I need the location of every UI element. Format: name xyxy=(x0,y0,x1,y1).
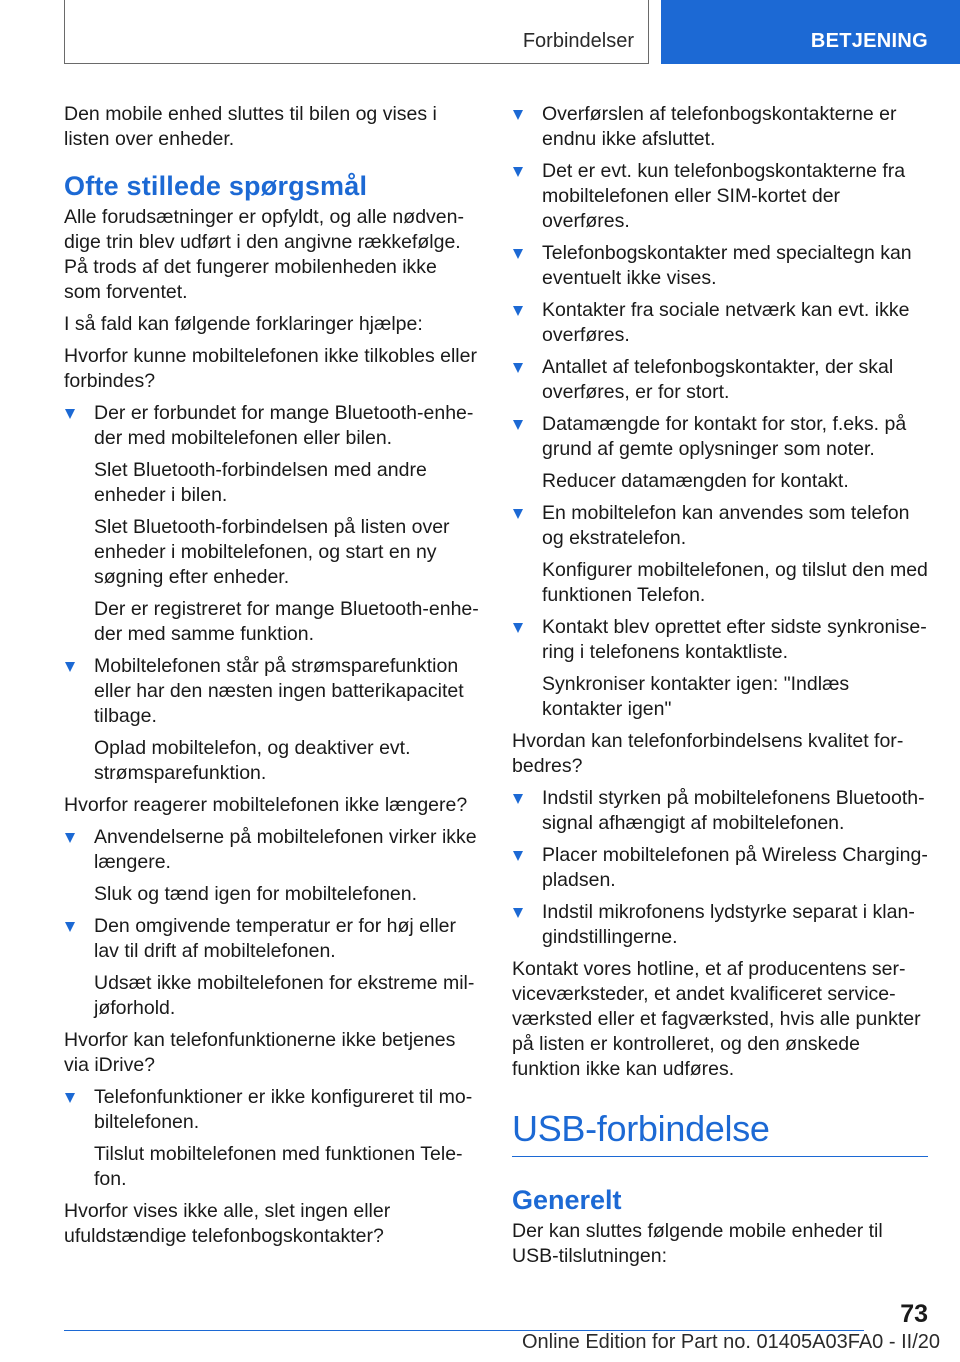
faq-heading: Ofte stillede spørgsmål xyxy=(64,171,368,201)
solution-text: Tilslut mobiltelefonen med funktionen Telefon. xyxy=(94,1143,463,1190)
bullet-item: Den omgivende temperatur er for høj eller lav til drift af mobiltelefonen. xyxy=(64,914,479,964)
right-column xyxy=(512,102,928,1276)
bullet-item: Placer mobiltelefonen på Wireless Charging-pladsen. xyxy=(512,843,928,893)
bullet-item: Telefonfunktioner er ikke konfigureret til mobiltelefonen. xyxy=(64,1085,479,1135)
footer-edition: Online Edition for Part no. 01405A03FA0 - II/20 xyxy=(518,1331,940,1354)
bullet-item: Kontakter fra sociale netværk kan evt. ikke overføres. xyxy=(512,298,928,348)
intro-paragraph: Den mobile enhed sluttes til bilen og vises i listen over enheder. xyxy=(64,103,437,150)
solution-text: Reducer datamængden for kontakt. xyxy=(542,470,849,492)
usb-intro: Der kan sluttes følgende mobile enheder til USB-tilslutningen: xyxy=(512,1220,883,1267)
solution-text: Slet Bluetooth-forbindelsen på listen over enheder i mobiltelefonen, og start en ny søgning efter enheder. xyxy=(94,516,450,588)
bullet-item: Overførslen af telefonbogskontakterne er endnu ikke afsluttet. xyxy=(512,102,928,152)
bullet-item: Kontakt blev oprettet efter sidste synkronisering i telefonens kontaktliste. xyxy=(512,615,928,665)
bullet-item: Det er evt. kun telefonbogskontakterne fra mobiltelefonen eller SIM-kortet der overføres. xyxy=(512,159,928,234)
question-2: Hvorfor reagerer mobiltelefonen ikke længere? xyxy=(64,794,468,816)
solution-text: Konfigurer mobiltelefonen, og tilslut den med funktionen Telefon. xyxy=(542,559,928,606)
bullet-item: Mobiltelefonen står på strømsparefunktion eller har den næsten ingen batterikapacitet tilbage. xyxy=(64,654,479,729)
solution-text: Sluk og tænd igen for mobiltelefonen. xyxy=(94,883,418,905)
bullet-item: Telefonbogskontakter med specialtegn kan eventuelt ikke vises. xyxy=(512,241,928,291)
header-chapter-title: BETJENING xyxy=(810,30,928,52)
header-section-title: Forbindelser xyxy=(522,30,634,52)
header-chapter-tab xyxy=(661,0,960,64)
contact-paragraph: Kontakt vores hotline, et af producentens serviceværksteder, et andet kvalificeret serviceværksted eller et fagværksted, hvis alle punkter på listen er kontrolleret, og den ønskede funktion ikke kan udføres. xyxy=(512,958,921,1080)
general-heading: Generelt xyxy=(512,1185,622,1215)
bullet-item: Indstil styrken på mobiltelefonens Bluetooth-signal afhængigt af mobiltelefonen. xyxy=(512,786,928,836)
bullet-item: Datamængde for kontakt for stor, f.eks. på grund af gemte oplysninger som noter. xyxy=(512,412,928,462)
solution-text: Oplad mobiltelefon, og deaktiver evt. strømsparefunktion. xyxy=(94,737,411,784)
usb-heading: USB-forbindelse xyxy=(512,1108,928,1157)
question-5: Hvordan kan telefonforbindelsens kvalitet forbedres? xyxy=(512,730,904,777)
solution-text: Synkroniser kontakter igen: "Indlæs kontakter igen" xyxy=(542,673,850,720)
solution-text: Udsæt ikke mobiltelefonen for ekstreme miljøforhold. xyxy=(94,972,475,1019)
bullet-item: En mobiltelefon kan anvendes som telefon og ekstratelefon. xyxy=(512,501,928,551)
question-4: Hvorfor vises ikke alle, slet ingen eller ufuldstændige telefonbogskontakter? xyxy=(64,1200,391,1247)
bullet-item: Anvendelserne på mobiltelefonen virker ikke længere. xyxy=(64,825,479,875)
faq-intro: Alle forudsætninger er opfyldt, og alle nødvendige trin blev udført i den angivne rækkefølge. På trods af det fungerer mobilenheden ikke som forventet. xyxy=(64,206,464,303)
left-column xyxy=(64,102,479,1256)
question-3: Hvorfor kan telefonfunktionerne ikke betjenes via iDrive? xyxy=(64,1029,456,1076)
bullet-item: Indstil mikrofonens lydstyrke separat i klangindstillingerne. xyxy=(512,900,928,950)
page-number: 73 xyxy=(900,1300,928,1328)
header-section-box xyxy=(64,0,649,64)
question-1: Hvorfor kunne mobiltelefonen ikke tilkobles eller forbindes? xyxy=(64,345,477,392)
bullet-item: Der er forbundet for mange Bluetooth-enheder med mobiltelefonen eller bilen. xyxy=(64,401,479,451)
solution-text: Slet Bluetooth-forbindelsen med andre enheder i bilen. xyxy=(94,459,427,506)
solution-text: Der er registreret for mange Bluetooth-enheder med samme funktion. xyxy=(94,598,479,645)
faq-intro-2: I så fald kan følgende forklaringer hjælpe: xyxy=(64,313,423,335)
bullet-item: Antallet af telefonbogskontakter, der skal overføres, er for stort. xyxy=(512,355,928,405)
